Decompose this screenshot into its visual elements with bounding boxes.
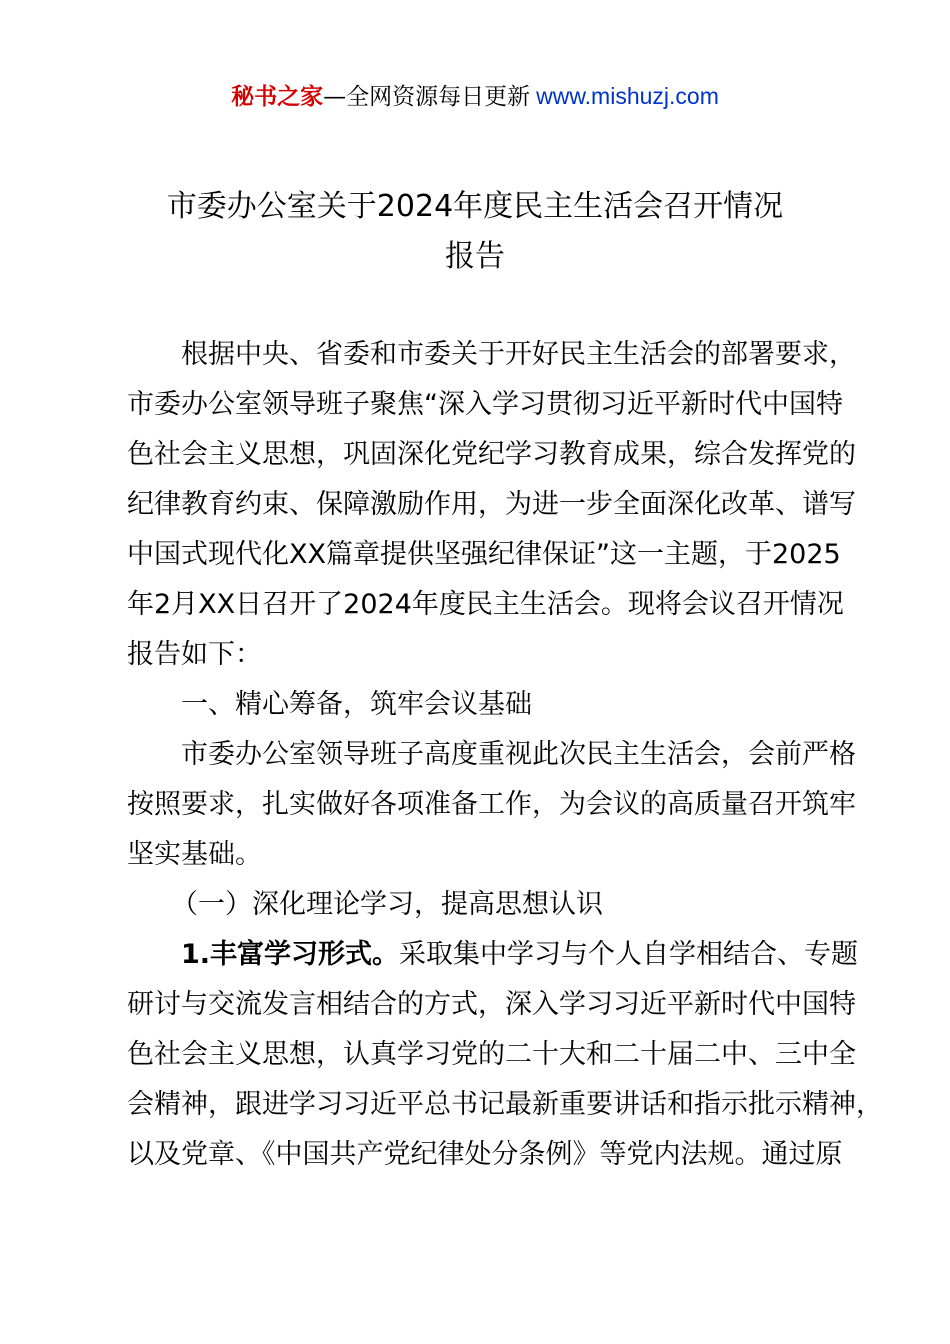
brand-name: 秘书之家 xyxy=(231,84,324,110)
text-line: 市委办公室领导班子聚焦“深入学习贯彻习近平新时代中国特 xyxy=(127,389,843,420)
section-heading xyxy=(127,680,831,730)
document-title xyxy=(120,182,830,282)
text-line: 色社会主义思想，巩固深化党纪学习教育成果，综合发挥党的 xyxy=(127,439,856,470)
text-line: 会精神，跟进学习习近平总书记最新重要讲话和指示批示精神， xyxy=(127,1089,883,1120)
text-line: 纪律教育约束、保障激励作用，为进一步全面深化改革、谱写 xyxy=(127,489,856,520)
item-label: 1.丰富学习形式。 xyxy=(181,939,400,970)
text-line: 根据中央、省委和市委关于开好民主生活会的部署要求， xyxy=(181,339,856,370)
text-line: 色社会主义思想，认真学习党的二十大和二十届二中、三中全 xyxy=(127,1039,856,1070)
text-line: 报告如下： xyxy=(127,639,262,670)
text-line xyxy=(127,930,859,980)
subheading-text: （一）深化理论学习，提高思想认识 xyxy=(171,889,603,920)
text-line: 坚实基础。 xyxy=(127,839,262,870)
site-header xyxy=(0,80,950,113)
title-line-1: 市委办公室关于2024年度民主生活会召开情况 xyxy=(166,189,784,224)
text-line: 中国式现代化XX篇章提供坚强纪律保证”这一主题，于2025 xyxy=(127,539,841,570)
text-line: 年2月XX日召开了2024年度民主生活会。现将会议召开情况 xyxy=(127,589,844,620)
heading-text: 一、精心筹备，筑牢会议基础 xyxy=(181,689,532,720)
item-text: 采取集中学习与个人自学相结合、专题 xyxy=(399,939,859,970)
site-url-link[interactable]: www.mishuzj.com xyxy=(536,83,719,109)
text-line: 研讨与交流发言相结合的方式，深入学习习近平新时代中国特 xyxy=(127,989,856,1020)
text-line: 市委办公室领导班子高度重视此次民主生活会，会前严格 xyxy=(181,739,856,770)
item1-paragraph xyxy=(127,930,883,1180)
intro-paragraph xyxy=(127,330,856,680)
prep-paragraph xyxy=(127,730,856,880)
subsection-heading xyxy=(127,880,831,930)
header-tagline: —全网资源每日更新 xyxy=(323,84,531,110)
text-line: 按照要求，扎实做好各项准备工作，为会议的高质量召开筑牢 xyxy=(127,789,856,820)
title-line-2: 报告 xyxy=(445,239,505,274)
text-line: 以及党章、《中国共产党纪律处分条例》等党内法规。通过原 xyxy=(127,1139,843,1170)
